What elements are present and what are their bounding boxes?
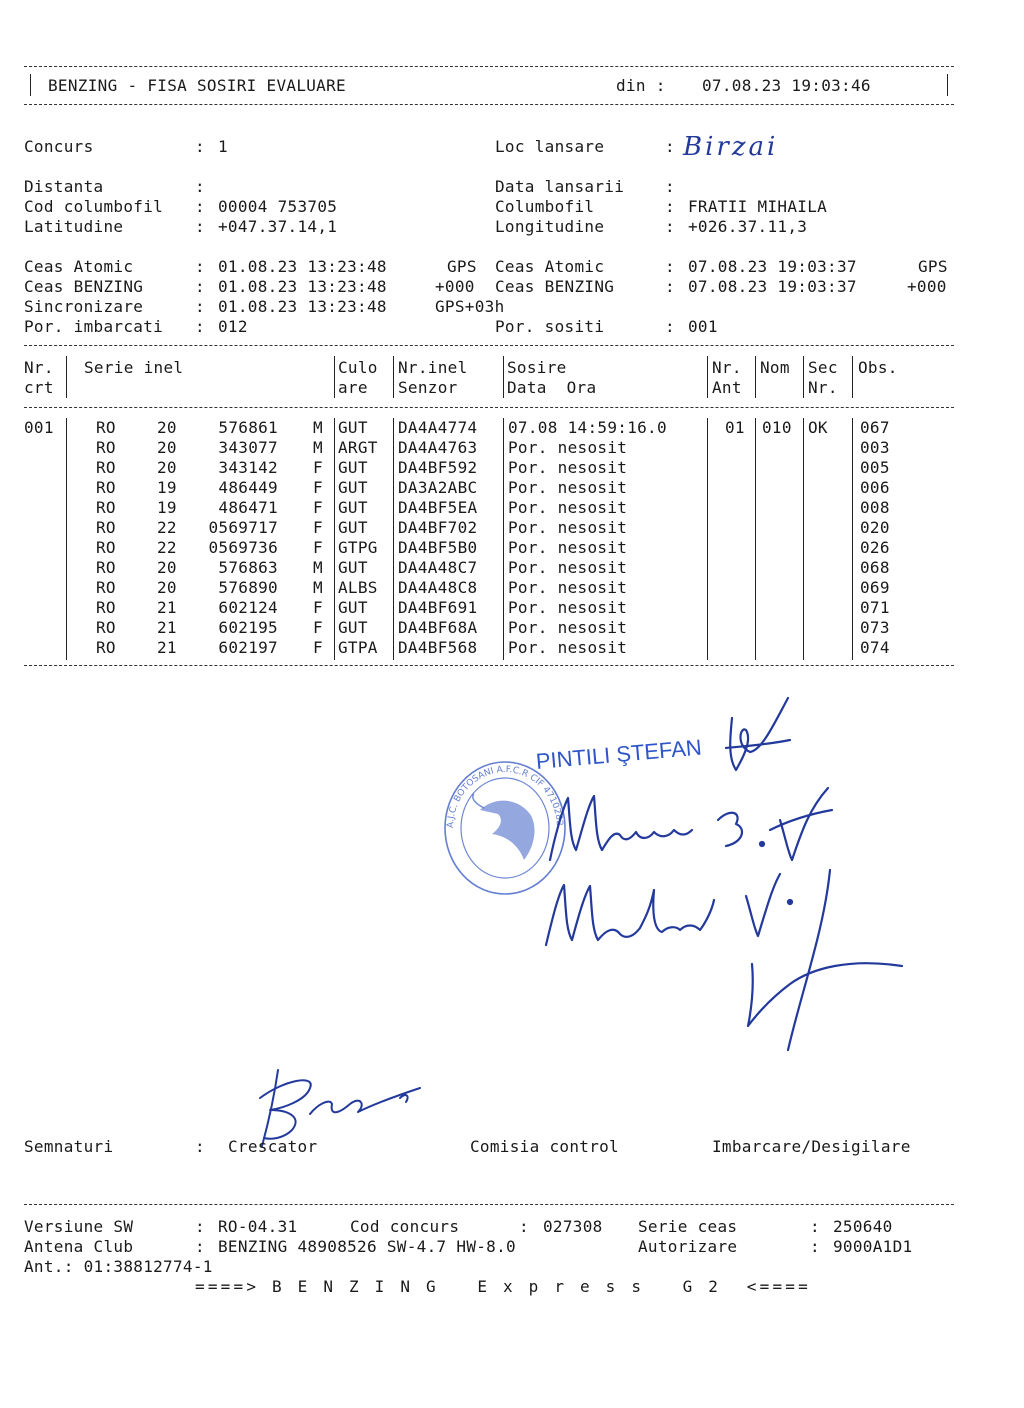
cell-nr-inel: 486471 — [218, 498, 278, 517]
cell-sosire: Por. nesosit — [508, 578, 628, 597]
ant-line: Ant.: 01:38812774-1 — [24, 1257, 213, 1276]
cell-senzor: DA4BF5B0 — [398, 538, 478, 557]
hdr-nr-crt-2: crt — [24, 378, 54, 397]
table-top-rule — [24, 345, 954, 346]
hdr-culoare-1: Culo — [338, 358, 378, 377]
clock-left-colon: : — [195, 277, 205, 296]
longitudine-label: Longitudine — [495, 217, 605, 236]
cell-culoare: ALBS — [338, 578, 378, 597]
cell-nom: 010 — [762, 418, 792, 437]
cell-an: 20 — [157, 578, 177, 597]
cell-nr-inel: 602124 — [218, 598, 278, 617]
cell-culoare: ARGT — [338, 438, 378, 457]
footer-top-rule — [24, 1204, 954, 1205]
cod-concurs-colon: : — [519, 1217, 529, 1236]
cell-sex: M — [313, 558, 323, 577]
antena-colon: : — [195, 1237, 205, 1256]
col-sep — [334, 418, 335, 660]
semnaturi-colon: : — [195, 1137, 205, 1156]
stamp-name: PINTILI ŞTEFAN — [534, 734, 703, 774]
cell-nr-ant: 01 — [725, 418, 745, 437]
cell-culoare: GUT — [338, 458, 368, 477]
cell-tara: RO — [96, 578, 116, 597]
cod-columbofil-colon: : — [195, 197, 205, 216]
cell-sex: M — [313, 418, 323, 437]
cell-tara: RO — [96, 618, 116, 637]
seal-text: A.J.C. BOTOSANI A.F.C.R CIF 4710282 — [445, 764, 565, 829]
cell-sex: F — [313, 538, 323, 557]
cell-senzor: DA4BF68A — [398, 618, 478, 637]
cell-obs: 069 — [860, 578, 890, 597]
col-sep — [707, 356, 708, 398]
cell-nr-inel: 343142 — [218, 458, 278, 477]
clock-right-suffix: +000 — [907, 277, 947, 296]
clock-left-value: 01.08.23 13:23:48 — [218, 277, 387, 296]
cell-senzor: DA4A48C8 — [398, 578, 478, 597]
cell-an: 20 — [157, 458, 177, 477]
columbofil-label: Columbofil — [495, 197, 595, 216]
cell-an: 19 — [157, 498, 177, 517]
imbarcare-label: Imbarcare/Desigilare — [712, 1137, 911, 1156]
cell-sec: OK — [808, 418, 828, 437]
cell-an: 21 — [157, 598, 177, 617]
col-sep — [803, 418, 804, 660]
cell-an: 20 — [157, 418, 177, 437]
clock-right-value: 07.08.23 19:03:37 — [688, 277, 857, 296]
versiune-colon: : — [195, 1217, 205, 1236]
cell-senzor: DA4BF5EA — [398, 498, 478, 517]
concurs-colon: : — [195, 137, 205, 156]
cell-sex: F — [313, 618, 323, 637]
cell-nr-inel: 486449 — [218, 478, 278, 497]
cell-nr-inel: 602197 — [218, 638, 278, 657]
cell-obs: 005 — [860, 458, 890, 477]
col-sep — [755, 418, 756, 660]
clock-right-suffix: GPS — [918, 257, 948, 276]
hdr-sosire-1: Sosire — [507, 358, 567, 377]
cell-culoare: GUT — [338, 418, 368, 437]
cell-culoare: GUT — [338, 618, 368, 637]
cell-an: 22 — [157, 518, 177, 537]
cell-sex: F — [313, 478, 323, 497]
clock-left-value: 01.08.23 13:23:48 — [218, 257, 387, 276]
clock-left-label: Ceas Atomic — [24, 257, 134, 276]
cell-tara: RO — [96, 538, 116, 557]
cod-concurs-label: Cod concurs — [350, 1217, 460, 1236]
cell-sosire: Por. nesosit — [508, 458, 628, 477]
cell-tara: RO — [96, 438, 116, 457]
cell-sex: M — [313, 438, 323, 457]
cell-sosire: Por. nesosit — [508, 518, 628, 537]
concurs-label: Concurs — [24, 137, 94, 156]
cell-an: 21 — [157, 618, 177, 637]
comisia-control-label: Comisia control — [470, 1137, 619, 1156]
cell-senzor: DA4BF592 — [398, 458, 478, 477]
antena-value: BENZING 48908526 SW-4.7 HW-8.0 — [218, 1237, 516, 1256]
crescator-label: Crescator — [228, 1137, 318, 1156]
autorizare-colon: : — [810, 1237, 820, 1256]
distanta-colon: : — [195, 177, 205, 196]
cell-culoare: GTPG — [338, 538, 378, 557]
autorizare-value: 9000A1D1 — [833, 1237, 913, 1256]
cell-sosire: Por. nesosit — [508, 558, 628, 577]
hdr-nr-inel-2: Senzor — [398, 378, 458, 397]
data-lansarii-colon: : — [665, 177, 675, 196]
cell-sosire: Por. nesosit — [508, 598, 628, 617]
longitudine-colon: : — [665, 217, 675, 236]
cell-tara: RO — [96, 418, 116, 437]
col-sep — [707, 418, 708, 660]
data-lansarii-label: Data lansarii — [495, 177, 625, 196]
antena-label: Antena Club — [24, 1237, 134, 1256]
cell-culoare: GUT — [338, 498, 368, 517]
pigeon-emblem-icon — [480, 801, 535, 860]
cod-concurs-value: 027308 — [543, 1217, 603, 1236]
clock-right-value: 001 — [688, 317, 718, 336]
cell-an: 19 — [157, 478, 177, 497]
cell-obs: 067 — [860, 418, 890, 437]
versiune-label: Versiune SW — [24, 1217, 134, 1236]
clock-left-suffix: GPS — [447, 257, 477, 276]
cod-columbofil-value: 00004 753705 — [218, 197, 338, 216]
clock-right-label: Ceas BENZING — [495, 277, 615, 296]
latitudine-label: Latitudine — [24, 217, 124, 236]
brand-line: ====> B E N Z I N G E x p r e s s G 2 <==== — [195, 1277, 811, 1296]
cell-an: 22 — [157, 538, 177, 557]
autorizare-label: Autorizare — [638, 1237, 738, 1256]
loc-lansare-colon: : — [665, 137, 675, 156]
hdr-nr-ant-2: Ant — [712, 378, 742, 397]
cell-nr-crt: 001 — [24, 418, 54, 437]
cell-sosire: Por. nesosit — [508, 478, 628, 497]
hdr-serie-inel: Serie inel — [84, 358, 184, 377]
cell-senzor: DA4BF702 — [398, 518, 478, 537]
clock-left-colon: : — [195, 257, 205, 276]
table-bottom-rule — [24, 665, 954, 666]
clock-right-label: Ceas Atomic — [495, 257, 605, 276]
col-sep — [393, 356, 394, 398]
serie-ceas-value: 250640 — [833, 1217, 893, 1236]
clock-right-colon: : — [665, 277, 675, 296]
header-top-rule — [24, 66, 954, 67]
cell-culoare: GUT — [338, 558, 368, 577]
clock-left-label: Ceas BENZING — [24, 277, 144, 296]
cell-an: 20 — [157, 438, 177, 457]
hdr-culoare-2: are — [338, 378, 368, 397]
cell-obs: 026 — [860, 538, 890, 557]
header-right-bar — [947, 74, 948, 96]
cell-tara: RO — [96, 498, 116, 517]
cell-culoare: GTPA — [338, 638, 378, 657]
cell-obs: 073 — [860, 618, 890, 637]
cell-nr-inel: 576863 — [218, 558, 278, 577]
hdr-nr-crt-1: Nr. — [24, 358, 54, 377]
cell-tara: RO — [96, 638, 116, 657]
cell-senzor: DA4A4763 — [398, 438, 478, 457]
cell-culoare: GUT — [338, 598, 368, 617]
cell-culoare: GUT — [338, 478, 368, 497]
clock-right-label: Por. sositi — [495, 317, 605, 336]
cell-nr-inel: 343077 — [218, 438, 278, 457]
cell-an: 21 — [157, 638, 177, 657]
distanta-label: Distanta — [24, 177, 104, 196]
cell-sosire: Por. nesosit — [508, 498, 628, 517]
hdr-sec-1: Sec — [808, 358, 838, 377]
page-title: BENZING - FISA SOSIRI EVALUARE — [48, 76, 346, 95]
col-sep — [334, 356, 335, 398]
col-sep — [393, 418, 394, 660]
hdr-nr-ant-1: Nr. — [712, 358, 742, 377]
versiune-value: RO-04.31 — [218, 1217, 298, 1236]
cell-nr-inel: 0569717 — [208, 518, 278, 537]
cell-an: 20 — [157, 558, 177, 577]
col-sep — [755, 356, 756, 398]
cell-sosire: Por. nesosit — [508, 538, 628, 557]
hdr-nom: Nom — [760, 358, 790, 377]
cell-sex: M — [313, 578, 323, 597]
cell-obs: 068 — [860, 558, 890, 577]
cell-tara: RO — [96, 518, 116, 537]
cell-obs: 003 — [860, 438, 890, 457]
cell-nr-inel: 576861 — [218, 418, 278, 437]
cell-tara: RO — [96, 598, 116, 617]
cell-senzor: DA4A4774 — [398, 418, 478, 437]
cell-sosire: 07.08 14:59:16.0 — [508, 418, 667, 437]
semnaturi-label: Semnaturi — [24, 1137, 114, 1156]
col-sep — [852, 418, 853, 660]
cell-sex: F — [313, 518, 323, 537]
clock-left-value: 012 — [218, 317, 248, 336]
cell-obs: 020 — [860, 518, 890, 537]
col-sep — [66, 418, 67, 660]
serie-ceas-colon: : — [810, 1217, 820, 1236]
clock-left-suffix: +000 — [435, 277, 475, 296]
hdr-sec-2: Nr. — [808, 378, 838, 397]
longitudine-value: +026.37.11,3 — [688, 217, 808, 236]
cell-sex: F — [313, 638, 323, 657]
din-label: din : — [616, 76, 666, 95]
columbofil-colon: : — [665, 197, 675, 216]
cell-sosire: Por. nesosit — [508, 438, 628, 457]
hdr-sosire-2: Data Ora — [507, 378, 597, 397]
table-header-rule — [24, 407, 954, 408]
clock-left-label: Sincronizare — [24, 297, 144, 316]
cell-obs: 008 — [860, 498, 890, 517]
cell-sosire: Por. nesosit — [508, 618, 628, 637]
cod-columbofil-label: Cod columbofil — [24, 197, 164, 216]
clock-left-suffix: GPS+03h — [435, 297, 505, 316]
cell-sosire: Por. nesosit — [508, 638, 628, 657]
col-sep — [503, 418, 504, 660]
concurs-value: 1 — [218, 137, 228, 156]
clock-left-colon: : — [195, 317, 205, 336]
cell-nr-inel: 576890 — [218, 578, 278, 597]
cell-sex: F — [313, 458, 323, 477]
din-value: 07.08.23 19:03:46 — [702, 76, 871, 95]
latitudine-colon: : — [195, 217, 205, 236]
hdr-obs: Obs. — [858, 358, 898, 377]
cell-nr-inel: 602195 — [218, 618, 278, 637]
clock-right-value: 07.08.23 19:03:37 — [688, 257, 857, 276]
hdr-nr-inel-1: Nr.inel — [398, 358, 468, 377]
cell-culoare: GUT — [338, 518, 368, 537]
clock-right-colon: : — [665, 317, 675, 336]
latitudine-value: +047.37.14,1 — [218, 217, 338, 236]
cell-obs: 074 — [860, 638, 890, 657]
loc-lansare-value: Birzai — [683, 132, 779, 162]
col-sep — [503, 356, 504, 398]
cell-senzor: DA4A48C7 — [398, 558, 478, 577]
columbofil-value: FRATII MIHAILA — [688, 197, 828, 216]
clock-right-colon: : — [665, 257, 675, 276]
cell-nr-inel: 0569736 — [208, 538, 278, 557]
cell-senzor: DA4BF568 — [398, 638, 478, 657]
cell-tara: RO — [96, 458, 116, 477]
loc-lansare-label: Loc lansare — [495, 137, 605, 156]
col-sep — [66, 356, 67, 398]
header-bottom-rule — [24, 104, 954, 105]
col-sep — [852, 356, 853, 398]
cell-senzor: DA4BF691 — [398, 598, 478, 617]
serie-ceas-label: Serie ceas — [638, 1217, 738, 1236]
clock-left-value: 01.08.23 13:23:48 — [218, 297, 387, 316]
cell-obs: 006 — [860, 478, 890, 497]
header-left-bar — [30, 74, 31, 96]
cell-obs: 071 — [860, 598, 890, 617]
clock-left-colon: : — [195, 297, 205, 316]
cell-sex: F — [313, 498, 323, 517]
cell-sex: F — [313, 598, 323, 617]
cell-senzor: DA3A2ABC — [398, 478, 478, 497]
clock-left-label: Por. imbarcati — [24, 317, 164, 336]
col-sep — [803, 356, 804, 398]
cell-tara: RO — [96, 558, 116, 577]
cell-tara: RO — [96, 478, 116, 497]
commission-signatures-icon — [540, 690, 960, 1080]
